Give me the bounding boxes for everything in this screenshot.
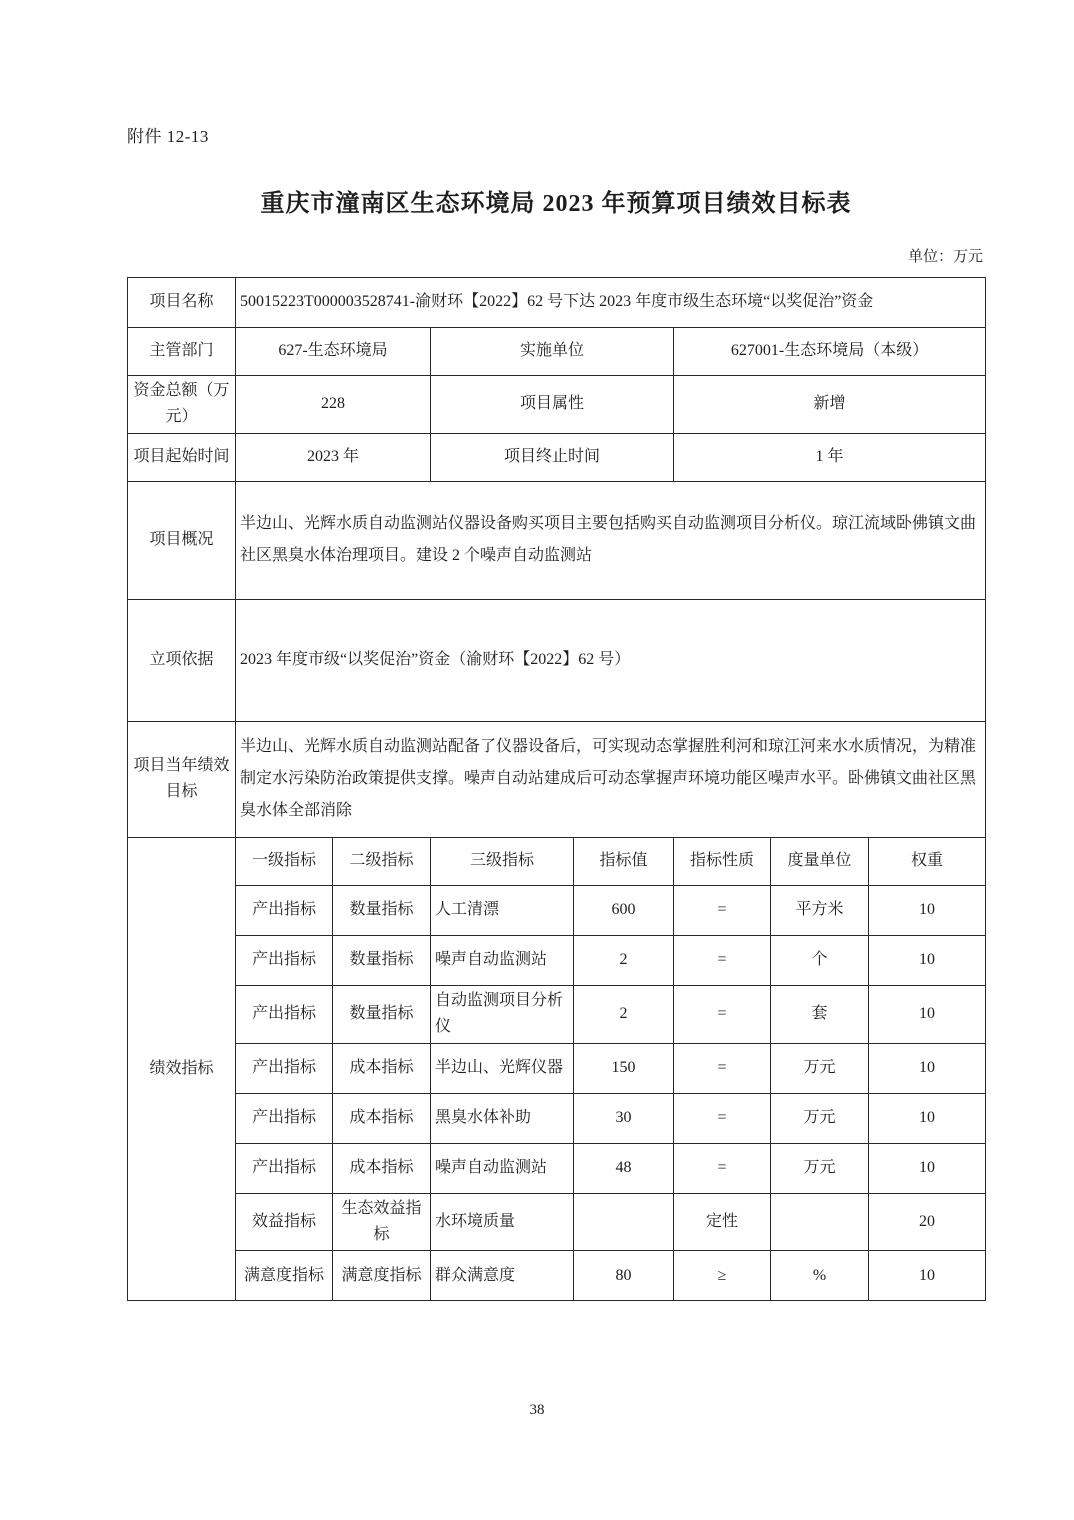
basis-value-cell: 2023 年度市级“以奖促治”资金（渝财环【2022】62 号） xyxy=(236,599,986,721)
overview-value-cell: 半边山、光辉水质自动监测站仪器设备购买项目主要包括购买自动监测项目分析仪。琼江流域卧佛镇文曲社区黑臭水体治理项目。建设 2 个噪声自动监测站 xyxy=(236,481,986,599)
row-goal xyxy=(128,721,986,837)
indicator-cell: 10 xyxy=(869,1043,986,1093)
end-value-cell: 1 年 xyxy=(674,433,986,481)
indicator-cell: 群众满意度 xyxy=(431,1251,574,1301)
document-content xyxy=(127,0,985,1301)
indicator-header-cell: 一级指标 xyxy=(236,837,333,885)
overview-label-cell: 项目概况 xyxy=(128,481,236,599)
goal-value-cell: 半边山、光辉水质自动监测站配备了仪器设备后，可实现动态掌握胜利河和琼江河来水水质情况，为精准制定水污染防治政策提供支撑。噪声自动站建成后可动态掌握声环境功能区噪声水平。卧佛镇文曲社区黑臭水体全部消除 xyxy=(236,721,986,837)
row-department xyxy=(128,328,986,376)
indicator-cell: 效益指标 xyxy=(236,1193,333,1251)
indicator-cell: 噪声自动监测站 xyxy=(431,935,574,985)
indicator-cell: ≥ xyxy=(674,1251,771,1301)
row-time xyxy=(128,433,986,481)
indicator-cell: 2 xyxy=(574,985,674,1043)
indicator-cell: 80 xyxy=(574,1251,674,1301)
fund-label-cell: 资金总额（万元） xyxy=(128,376,236,434)
indicator-cell: 产出指标 xyxy=(236,1043,333,1093)
indicators-section-label-cell: 绩效指标 xyxy=(128,837,236,1301)
end-label-cell: 项目终止时间 xyxy=(431,433,674,481)
basis-label-cell: 立项依据 xyxy=(128,599,236,721)
indicator-cell: 自动监测项目分析仪 xyxy=(431,985,574,1043)
indicator-cell: = xyxy=(674,985,771,1043)
indicator-cell: 10 xyxy=(869,935,986,985)
indicator-cell: 数量指标 xyxy=(333,985,431,1043)
indicator-cell: 满意度指标 xyxy=(333,1251,431,1301)
indicator-row xyxy=(128,1143,986,1193)
indicator-cell: 套 xyxy=(771,985,869,1043)
indicator-header-row xyxy=(128,837,986,885)
indicator-cell: 10 xyxy=(869,985,986,1043)
indicator-row xyxy=(128,935,986,985)
indicator-cell: 黑臭水体补助 xyxy=(431,1093,574,1143)
indicator-cell: 产出指标 xyxy=(236,1143,333,1193)
indicator-cell: 人工清漂 xyxy=(431,885,574,935)
indicator-cell: 噪声自动监测站 xyxy=(431,1143,574,1193)
indicator-cell: 平方米 xyxy=(771,885,869,935)
indicator-cell: 个 xyxy=(771,935,869,985)
row-fund xyxy=(128,376,986,434)
indicator-cell: = xyxy=(674,1143,771,1193)
dept-value-cell: 627-生态环境局 xyxy=(236,328,431,376)
project-name-label-cell: 项目名称 xyxy=(128,278,236,328)
row-project-name xyxy=(128,278,986,328)
indicator-cell: 生态效益指标 xyxy=(333,1193,431,1251)
indicator-cell: 成本指标 xyxy=(333,1043,431,1093)
unit-note: 单位：万元 xyxy=(907,249,983,265)
indicator-cell xyxy=(574,1193,674,1251)
indicator-cell: = xyxy=(674,935,771,985)
indicator-cell: 万元 xyxy=(771,1093,869,1143)
indicator-cell: 10 xyxy=(869,1093,986,1143)
start-value-cell: 2023 年 xyxy=(236,433,431,481)
row-overview xyxy=(128,481,986,599)
indicator-cell xyxy=(771,1193,869,1251)
indicator-cell: 产出指标 xyxy=(236,935,333,985)
indicator-row xyxy=(128,1043,986,1093)
indicator-row xyxy=(128,1251,986,1301)
indicator-header-cell: 二级指标 xyxy=(333,837,431,885)
indicator-row xyxy=(128,1193,986,1251)
indicator-cell: 600 xyxy=(574,885,674,935)
project-name-value-cell: 50015223T000003528741-渝财环【2022】62 号下达 2023 年度市级生态环境“以奖促治”资金 xyxy=(236,278,986,328)
indicator-row xyxy=(128,1093,986,1143)
indicator-cell: 48 xyxy=(574,1143,674,1193)
indicator-cell: 定性 xyxy=(674,1193,771,1251)
indicator-cell: 10 xyxy=(869,1251,986,1301)
indicator-cell: 数量指标 xyxy=(333,935,431,985)
dept-label-cell: 主管部门 xyxy=(128,328,236,376)
indicator-cell: 半边山、光辉仪器 xyxy=(431,1043,574,1093)
indicator-cell: 万元 xyxy=(771,1043,869,1093)
indicator-cell: 10 xyxy=(869,1143,986,1193)
indicator-cell: 产出指标 xyxy=(236,1093,333,1143)
page-number: 38 xyxy=(529,1402,545,1418)
indicator-header-cell: 指标值 xyxy=(574,837,674,885)
indicator-row xyxy=(128,885,986,935)
indicator-cell: 水环境质量 xyxy=(431,1193,574,1251)
goal-label-cell: 项目当年绩效目标 xyxy=(128,721,236,837)
row-basis xyxy=(128,599,986,721)
indicator-cell: 产出指标 xyxy=(236,885,333,935)
indicator-row xyxy=(128,985,986,1043)
indicator-cell: 30 xyxy=(574,1093,674,1143)
indicator-cell: 产出指标 xyxy=(236,985,333,1043)
indicator-header-cell: 度量单位 xyxy=(771,837,869,885)
impl-label-cell: 实施单位 xyxy=(431,328,674,376)
impl-value-cell: 627001-生态环境局（本级） xyxy=(674,328,986,376)
indicator-cell: 2 xyxy=(574,935,674,985)
indicator-cell: 150 xyxy=(574,1043,674,1093)
indicator-cell: 20 xyxy=(869,1193,986,1251)
indicator-cell: = xyxy=(674,1043,771,1093)
attr-label-cell: 项目属性 xyxy=(431,376,674,434)
indicator-header-cell: 三级指标 xyxy=(431,837,574,885)
indicator-cell: = xyxy=(674,1093,771,1143)
indicator-cell: 数量指标 xyxy=(333,885,431,935)
indicator-cell: 成本指标 xyxy=(333,1143,431,1193)
page-title: 重庆市潼南区生态环境局 2023 年预算项目绩效目标表 xyxy=(260,191,852,217)
indicator-cell: 万元 xyxy=(771,1143,869,1193)
indicator-header-cell: 权重 xyxy=(869,837,986,885)
indicator-cell: = xyxy=(674,885,771,935)
indicator-cell: % xyxy=(771,1251,869,1301)
performance-target-table xyxy=(127,277,986,1301)
indicator-cell: 满意度指标 xyxy=(236,1251,333,1301)
indicator-header-cell: 指标性质 xyxy=(674,837,771,885)
attr-value-cell: 新增 xyxy=(674,376,986,434)
indicator-cell: 成本指标 xyxy=(333,1093,431,1143)
start-label-cell: 项目起始时间 xyxy=(128,433,236,481)
indicator-cell: 10 xyxy=(869,885,986,935)
fund-value-cell: 228 xyxy=(236,376,431,434)
attachment-label: 附件 12-13 xyxy=(127,127,209,146)
